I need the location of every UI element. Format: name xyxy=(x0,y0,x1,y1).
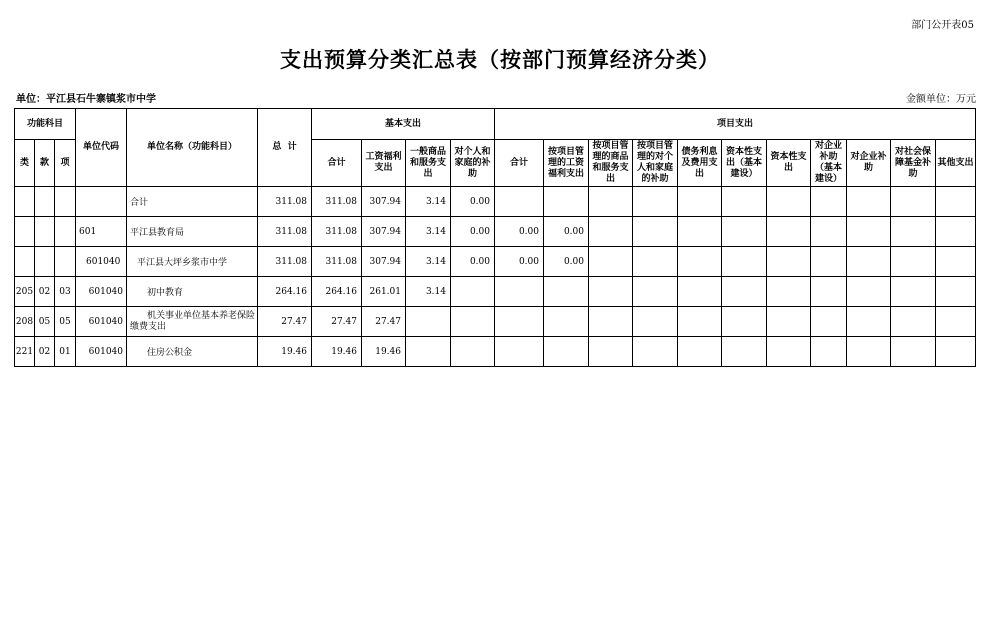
cell-xiang: 05 xyxy=(55,307,76,337)
doc-code: 部门公开表05 xyxy=(911,20,974,31)
cell-total: 27.47 xyxy=(258,307,312,337)
cell-proj-sum xyxy=(495,277,544,307)
cell-xiang: 01 xyxy=(55,337,76,367)
cell-kuan xyxy=(35,187,55,217)
cell-basic-goods: 3.14 xyxy=(406,217,451,247)
cell-total: 311.08 xyxy=(258,247,312,277)
header-proj-social: 对社会保障基金补助 xyxy=(891,140,936,187)
table-row xyxy=(15,247,976,277)
table-row xyxy=(15,337,976,367)
header-total: 总 计 xyxy=(258,109,312,187)
cell-basic-personal xyxy=(451,277,495,307)
cell-proj-salary xyxy=(544,277,589,307)
cell-basic-salary: 307.94 xyxy=(362,187,406,217)
header-basic: 基本支出 xyxy=(312,109,495,140)
cell-basic-sum: 311.08 xyxy=(312,187,362,217)
cell-lei xyxy=(15,217,35,247)
cell-proj-salary xyxy=(544,337,589,367)
cell-code: 601040 xyxy=(76,337,127,367)
cell-proj-sum xyxy=(495,187,544,217)
unit-label: 单位：平江县石牛寨镇浆市中学 xyxy=(16,94,156,105)
cell-basic-goods xyxy=(406,307,451,337)
header-unit-name: 单位名称（功能科目） xyxy=(127,109,258,187)
amount-unit: 金额单位：万元 xyxy=(906,94,976,105)
header-basic-goods: 一般商品和服务支出 xyxy=(406,140,451,187)
cell-total: 19.46 xyxy=(258,337,312,367)
cell-xiang xyxy=(55,217,76,247)
cell-basic-goods: 3.14 xyxy=(406,277,451,307)
cell-basic-goods: 3.14 xyxy=(406,187,451,217)
header-proj-ent-build: 对企业补助（基本建设） xyxy=(811,140,847,187)
header-func-subject: 功能科目 xyxy=(15,109,76,140)
cell-basic-salary: 27.47 xyxy=(362,307,406,337)
cell-proj-sum xyxy=(495,337,544,367)
cell-proj-sum xyxy=(495,307,544,337)
cell-kuan: 02 xyxy=(35,277,55,307)
budget-table xyxy=(14,108,976,367)
cell-proj-salary: 0.00 xyxy=(544,247,589,277)
cell-basic-sum: 19.46 xyxy=(312,337,362,367)
cell-kuan xyxy=(35,217,55,247)
cell-basic-personal: 0.00 xyxy=(451,187,495,217)
cell-kuan: 05 xyxy=(35,307,55,337)
cell-total: 311.08 xyxy=(258,217,312,247)
cell-basic-sum: 27.47 xyxy=(312,307,362,337)
cell-code: 601040 xyxy=(76,247,127,277)
page-title: 支出预算分类汇总表（按部门预算经济分类） xyxy=(280,47,720,72)
header-proj-sum: 合计 xyxy=(495,140,544,187)
cell-lei: 208 xyxy=(15,307,35,337)
header-proj-capital-build: 资本性支出（基本建设） xyxy=(722,140,767,187)
header-proj-personal: 按项目管理的对个人和家庭的补助 xyxy=(633,140,678,187)
table-row xyxy=(15,187,976,217)
cell-basic-goods: 3.14 xyxy=(406,247,451,277)
cell-basic-sum: 311.08 xyxy=(312,217,362,247)
cell-code xyxy=(76,187,127,217)
cell-lei xyxy=(15,247,35,277)
cell-total: 311.08 xyxy=(258,187,312,217)
cell-proj-sum: 0.00 xyxy=(495,247,544,277)
cell-kuan xyxy=(35,247,55,277)
cell-proj-salary xyxy=(544,307,589,337)
header-basic-salary: 工资福利支出 xyxy=(362,140,406,187)
cell-code: 601040 xyxy=(76,277,127,307)
header-proj-other: 其他支出 xyxy=(936,140,976,187)
header-basic-personal: 对个人和家庭的补助 xyxy=(451,140,495,187)
cell-basic-sum: 311.08 xyxy=(312,247,362,277)
cell-lei: 205 xyxy=(15,277,35,307)
cell-basic-personal: 0.00 xyxy=(451,247,495,277)
header-xiang: 项 xyxy=(55,140,76,187)
cell-name: 住房公积金 xyxy=(127,337,258,367)
cell-name: 平江县教育局 xyxy=(127,217,258,247)
table-row xyxy=(15,307,976,337)
header-project: 项目支出 xyxy=(495,109,976,140)
cell-basic-salary: 261.01 xyxy=(362,277,406,307)
cell-kuan: 02 xyxy=(35,337,55,367)
cell-proj-salary: 0.00 xyxy=(544,217,589,247)
cell-basic-salary: 307.94 xyxy=(362,247,406,277)
table-row xyxy=(15,277,976,307)
header-proj-goods: 按项目管理的商品和服务支出 xyxy=(589,140,633,187)
cell-name: 合计 xyxy=(127,187,258,217)
cell-lei: 221 xyxy=(15,337,35,367)
header-lei: 类 xyxy=(15,140,35,187)
header-kuan: 款 xyxy=(35,140,55,187)
cell-xiang xyxy=(55,187,76,217)
table-row xyxy=(15,217,976,247)
cell-proj-sum: 0.00 xyxy=(495,217,544,247)
cell-code: 601040 xyxy=(76,307,127,337)
cell-name: 初中教育 xyxy=(127,277,258,307)
cell-basic-salary: 307.94 xyxy=(362,217,406,247)
cell-basic-sum: 264.16 xyxy=(312,277,362,307)
cell-code: 601 xyxy=(76,217,127,247)
header-proj-ent: 对企业补助 xyxy=(847,140,891,187)
header-proj-capital: 资本性支出 xyxy=(767,140,811,187)
cell-basic-salary: 19.46 xyxy=(362,337,406,367)
cell-basic-goods xyxy=(406,337,451,367)
header-proj-salary: 按项目管理的工资福利支出 xyxy=(544,140,589,187)
cell-basic-personal xyxy=(451,337,495,367)
cell-lei xyxy=(15,187,35,217)
header-basic-sum: 合计 xyxy=(312,140,362,187)
cell-xiang: 03 xyxy=(55,277,76,307)
cell-name: 机关事业单位基本养老保险缴费支出 xyxy=(127,307,258,337)
header-unit-code: 单位代码 xyxy=(76,109,127,187)
cell-basic-personal xyxy=(451,307,495,337)
cell-xiang xyxy=(55,247,76,277)
cell-proj-salary xyxy=(544,187,589,217)
header-proj-debt: 债务利息及费用支出 xyxy=(678,140,722,187)
cell-basic-personal: 0.00 xyxy=(451,217,495,247)
cell-name: 平江县大坪乡浆市中学 xyxy=(127,247,258,277)
cell-total: 264.16 xyxy=(258,277,312,307)
